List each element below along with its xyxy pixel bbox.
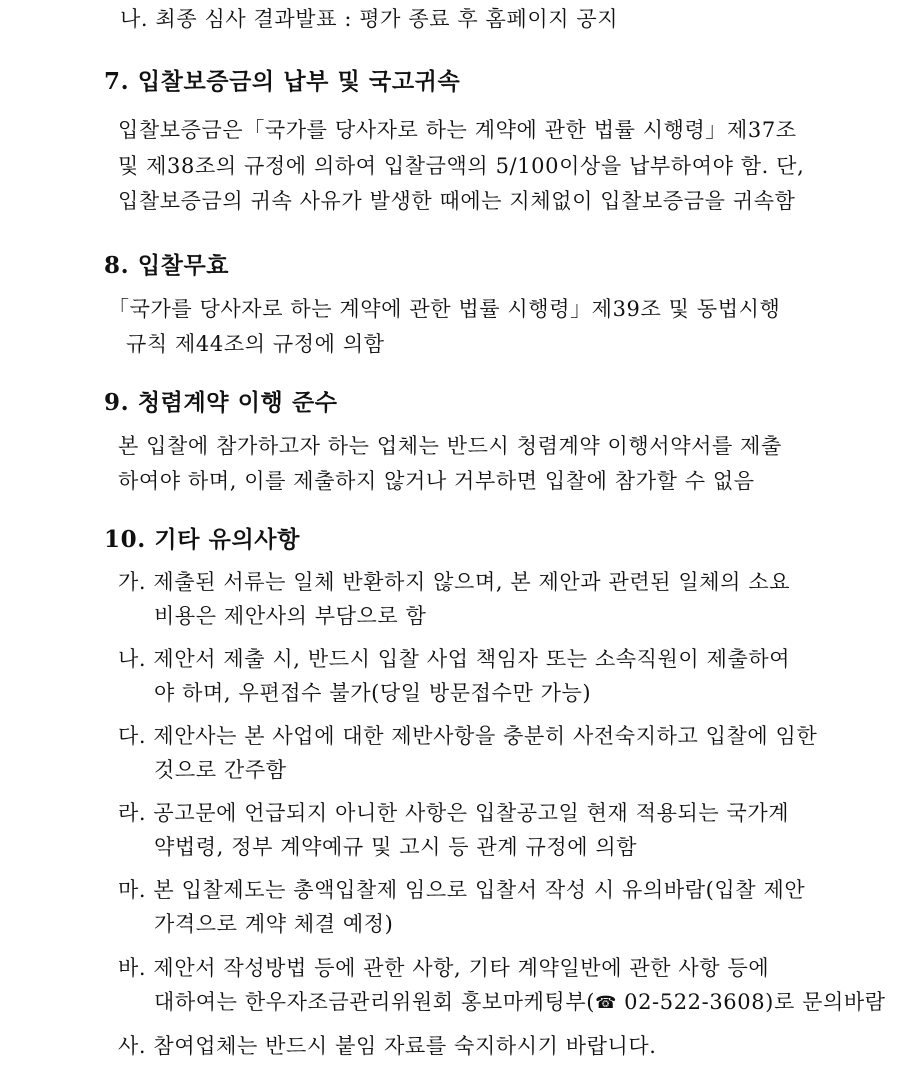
section-9-heading: 9. 청렴계약 이행 준수 (104, 389, 338, 416)
phone-number: 02-522-3608 (616, 990, 766, 1014)
item-na-line-2: 야 하며, 우편접수 불가(당일 방문접수만 가능) (154, 681, 592, 705)
section-7-line-3: 입찰보증금의 귀속 사유가 발생한 때에는 지체없이 입찰보증금을 귀속함 (118, 189, 796, 213)
item-ma-line-2: 가격으로 계약 체결 예정) (154, 912, 394, 936)
section-7-line-1: 입찰보증금은「국가를 당사자로 하는 계약에 관한 법률 시행령」제37조 (118, 118, 797, 142)
section-7-heading: 7. 입찰보증금의 납부 및 국고귀속 (104, 68, 461, 95)
item-ra-line-1: 라. 공고문에 언급되지 아니한 사항은 입찰공고일 현재 적용되는 국가계 (118, 801, 790, 825)
item-ga-line-1: 가. 제출된 서류는 일체 반환하지 않으며, 본 제안과 관련된 일체의 소요 (118, 570, 791, 594)
section-9-line-1: 본 입찰에 참가하고자 하는 업체는 반드시 청렴계약 이행서약서를 제출 (118, 434, 782, 458)
section-9-line-2: 하여야 하며, 이를 제출하지 않거나 거부하면 입찰에 참가할 수 없음 (118, 469, 755, 493)
item-ra-line-2: 약법령, 정부 계약예규 및 고시 등 관계 규정에 의함 (154, 835, 638, 859)
item-ba-line-1: 바. 제안서 작성방법 등에 관한 사항, 기타 계약일반에 관한 사항 등에 (118, 956, 770, 980)
item-ba-line-2-suffix: )로 문의바람 (765, 990, 886, 1014)
phone-icon: ☎ (595, 993, 617, 1013)
item-da-line-1: 다. 제안사는 본 사업에 대한 제반사항을 충분히 사전숙지하고 입찰에 임한 (118, 724, 818, 748)
item-na-line-1: 나. 제안서 제출 시, 반드시 입찰 사업 책임자 또는 소속직원이 제출하여 (118, 647, 791, 671)
item-sa-line-1: 사. 참여업체는 반드시 붙임 자료를 숙지하시기 바랍니다. (118, 1034, 657, 1058)
item-ma-line-1: 마. 본 입찰제도는 총액입찰제 임으로 입찰서 작성 시 유의바람(입찰 제안 (118, 878, 806, 902)
section-10-heading: 10. 기타 유의사항 (104, 526, 300, 553)
item-ba-line-2-prefix: 대하여는 한우자조금관리위원회 홍보마케팅부( (154, 990, 596, 1014)
item-da-line-2: 것으로 간주함 (154, 758, 287, 782)
item-ga-line-2: 비용은 제안사의 부담으로 함 (154, 604, 427, 628)
intro-line: 나. 최종 심사 결과발표 : 평가 종료 후 홈페이지 공지 (120, 7, 619, 31)
section-8-line-2: 규칙 제44조의 규정에 의함 (126, 332, 385, 356)
section-8-line-1: 「국가를 당사자로 하는 계약에 관한 법률 시행령」제39조 및 동법시행 (108, 297, 781, 321)
item-ba-line-2 (154, 987, 886, 1017)
section-7-line-2: 및 제38조의 규정에 의하여 입찰금액의 5/100이상을 납부하여야 함. 단, (118, 154, 805, 178)
section-8-heading: 8. 입찰무효 (104, 252, 230, 279)
